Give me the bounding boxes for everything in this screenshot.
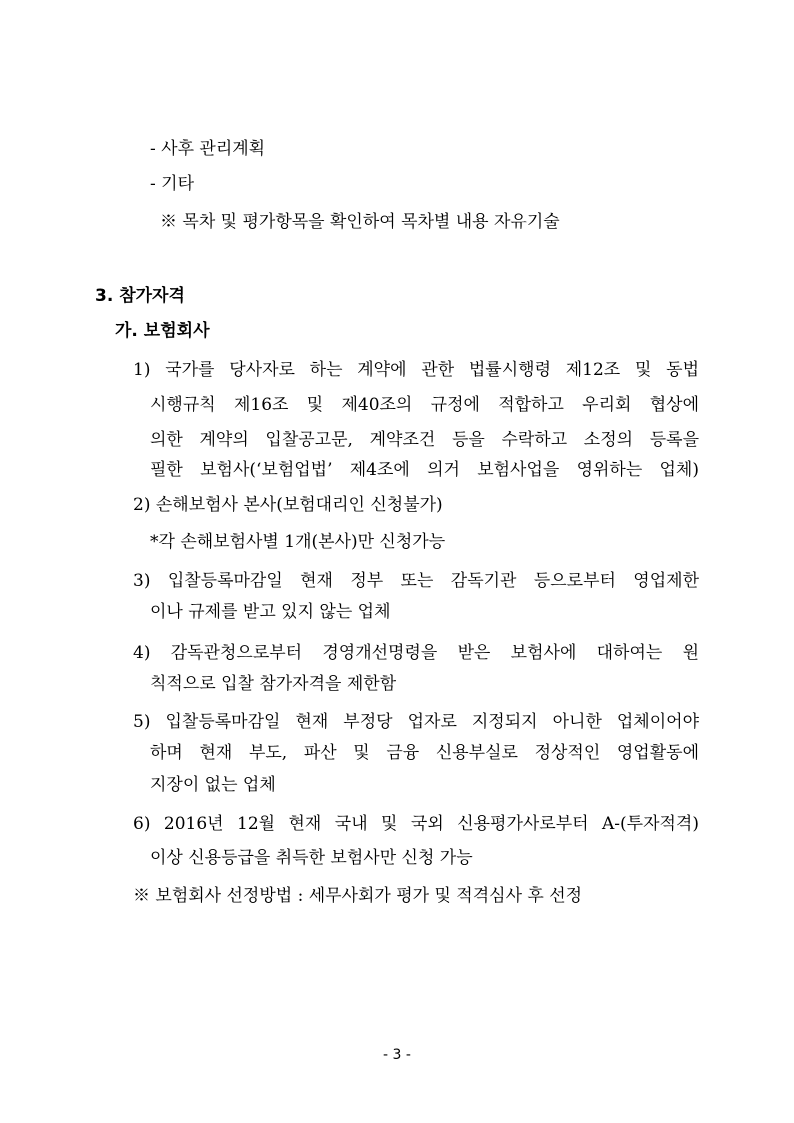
note-free-description: ※ 목차 및 평가항목을 확인하여 목차별 내용 자유기술: [160, 212, 560, 232]
section-title: 3. 참가자격: [95, 286, 185, 306]
item-1-line-1: 1) 국가를 당사자로 하는 계약에 관한 법률시행령 제12조 및 동법: [133, 360, 699, 380]
item-5-line-3: 지장이 없는 업체: [150, 775, 276, 795]
item-2-line-1: 2) 손해보험사 본사(보험대리인 신청불가): [133, 495, 443, 515]
item-1-line-4: 필한 보험사(‘보험업법’ 제4조에 의거 보험사업을 영위하는 업체): [150, 460, 699, 480]
item-4-line-1: 4) 감독관청으로부터 경영개선명령을 받은 보험사에 대하여는 원: [133, 643, 699, 663]
item-5-line-2: 하며 현재 부도, 파산 및 금융 신용부실로 정상적인 영업활동에: [150, 743, 699, 763]
item-3-line-1: 3) 입찰등록마감일 현재 정부 또는 감독기관 등으로부터 영업제한: [133, 571, 699, 591]
item-6-line-1: 6) 2016년 12월 현재 국내 및 국외 신용평가사로부터 A-(투자적격): [133, 814, 699, 834]
item-4-line-2: 칙적으로 입찰 참가자격을 제한함: [150, 674, 397, 694]
item-2-note: *각 손해보험사별 1개(본사)만 신청가능: [150, 532, 446, 552]
bullet-other: - 기타: [150, 174, 194, 194]
subsection-title: 가. 보험회사: [115, 321, 210, 341]
item-6-line-2: 이상 신용등급을 취득한 보험사만 신청 가능: [150, 848, 473, 868]
selection-method-note: ※ 보험회사 선정방법 : 세무사회가 평가 및 적격심사 후 선정: [133, 886, 583, 906]
bullet-aftercare-plan: - 사후 관리계획: [150, 139, 266, 159]
item-5-line-1: 5) 입찰등록마감일 현재 부정당 업자로 지정되지 아니한 업체이어야: [133, 712, 699, 732]
item-1-line-3: 의한 계약의 입찰공고문, 계약조건 등을 수락하고 소정의 등록을: [150, 430, 699, 450]
item-1-line-2: 시행규칙 제16조 및 제40조의 규정에 적합하고 우리회 협상에: [150, 395, 699, 415]
page-number: - 3 -: [383, 1047, 411, 1063]
item-3-line-2: 이나 규제를 받고 있지 않는 업체: [150, 602, 391, 622]
